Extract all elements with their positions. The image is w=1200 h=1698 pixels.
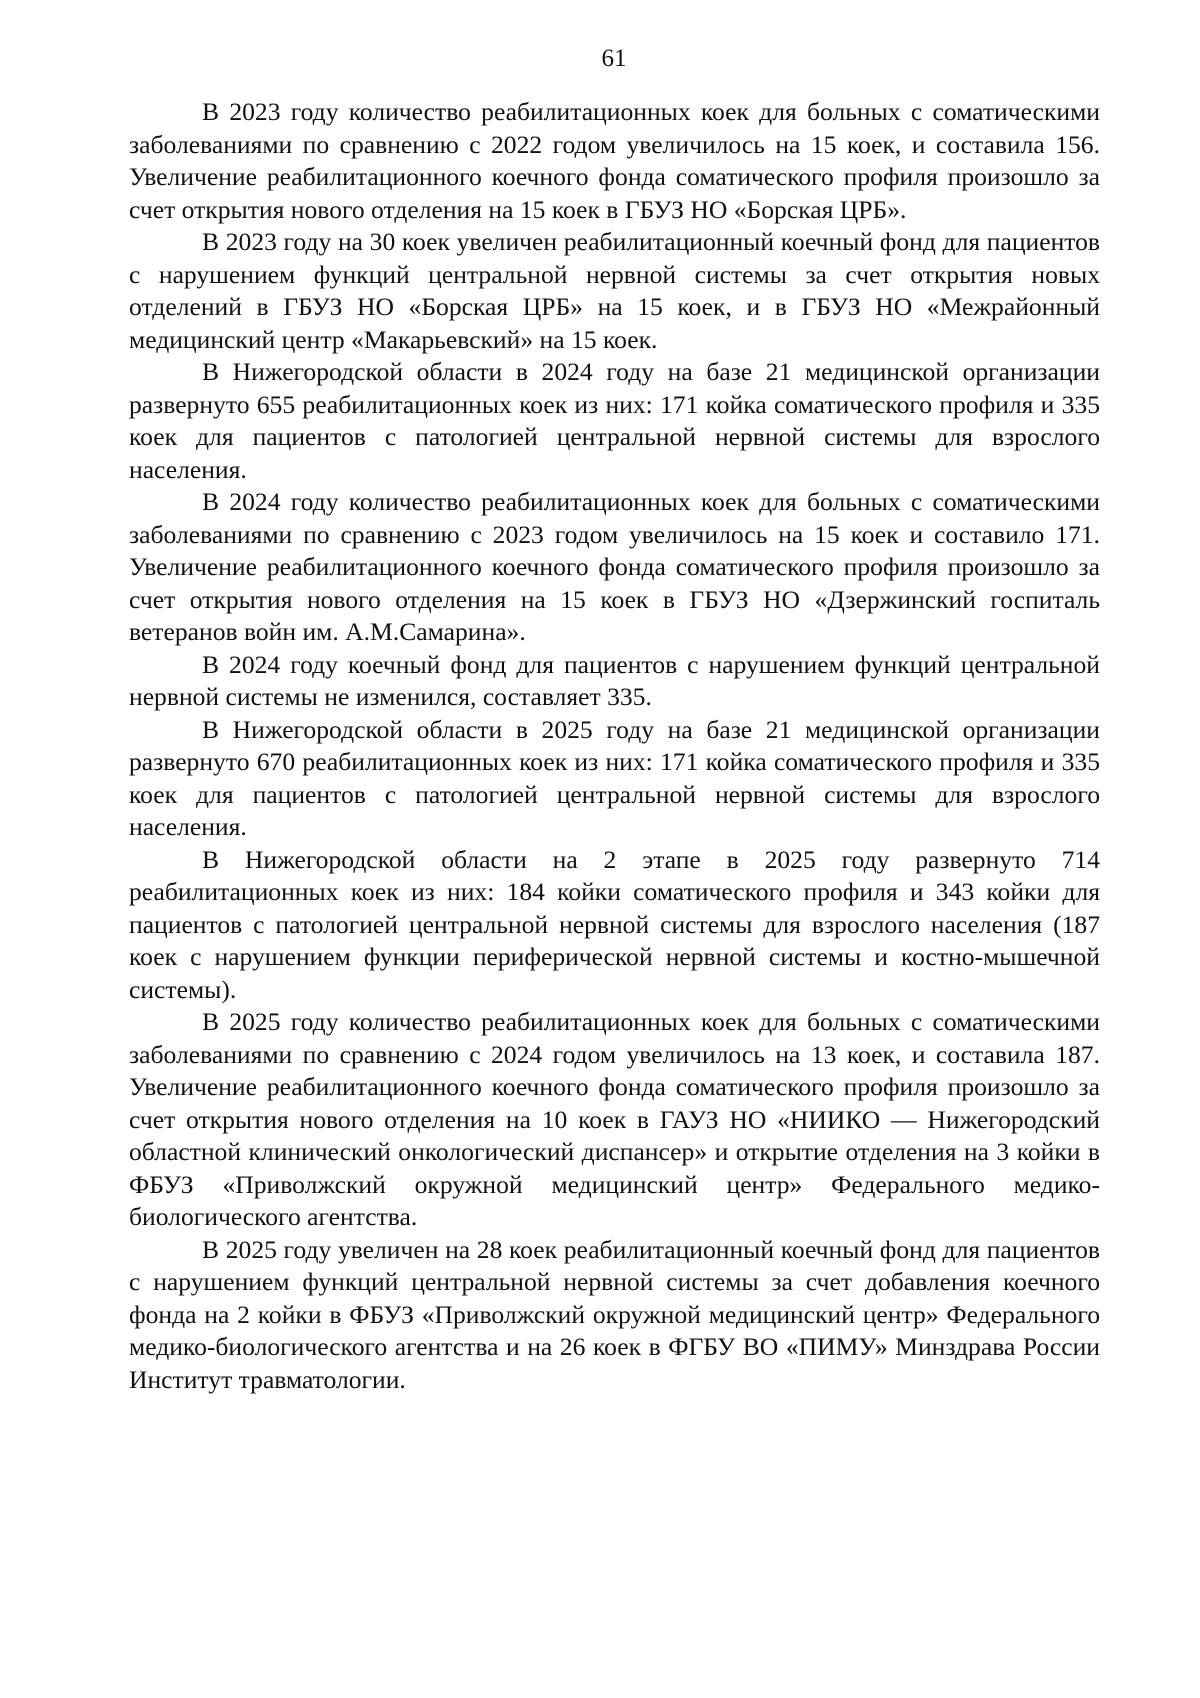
paragraph-region-beds-2025: В Нижегородской области в 2025 году на базе 21 медицинской организации развернуто 670 реабилитационных коек из них: 171 койка соматического профиля и 335 коек для пациентов с патологией центральной нервной системы для взрослого населения. — [129, 714, 1100, 841]
paragraph-stage2-beds-2025: В Нижегородской области на 2 этапе в 2025 году развернуто 714 реабилитационных коек из них: 184 койки соматического профиля и 343 койки для пациентов с патологией центральной нервной системы для взрослого населения (187 коек с нарушением функции периферической нервной системы и костно-мышечной системы). — [129, 844, 1100, 1004]
paragraph-somatic-beds-2025: В 2025 году количество реабилитационных коек для больных с соматическими заболеваниями по сравнению с 2024 годом увеличилось на 13 коек, и составила 187. Увеличение реабилитационного коечного фонда соматического профиля произошло за счет открытия нового отделения на 10 коек в ГАУЗ НО «НИИКО — Нижегородский областной клинический онкологический диспансер» и открытие отделения на 3 койки в ФБУЗ «Приволжский окружной медицинский центр» Федерального медико-биологического агентства. — [129, 1007, 1100, 1231]
paragraph-somatic-beds-2023: В 2023 году количество реабилитационных коек для больных с соматическими заболеваниями по сравнению с 2022 годом увеличилось на 15 коек, и составила 156. Увеличение реабилитационного коечного фонда соматического профиля произошло за счет открытия нового отделения на 15 коек в ГБУЗ НО «Борская ЦРБ». — [129, 97, 1100, 224]
document-body — [129, 96, 1100, 1396]
paragraph-region-beds-2024: В Нижегородской области в 2024 году на базе 21 медицинской организации развернуто 655 реабилитационных коек из них: 171 койка соматического профиля и 335 коек для пациентов с патологией центральной нервной системы для взрослого населения. — [129, 357, 1100, 484]
paragraph-cns-beds-2024: В 2024 году коечный фонд для пациентов с нарушением функций центральной нервной системы не изменился, составляет 335. — [129, 649, 1100, 711]
paragraph-cns-beds-2023: В 2023 году на 30 коек увеличен реабилитационный коечный фонд для пациентов с нарушением функций центральной нервной системы за счет открытия новых отделений в ГБУЗ НО «Борская ЦРБ» на 15 коек, и в ГБУЗ НО «Межрайонный медицинский центр «Макарьевский» на 15 коек. — [129, 227, 1100, 354]
paragraph-somatic-beds-2024: В 2024 году количество реабилитационных коек для больных с соматическими заболеваниями по сравнению с 2023 годом увеличилось на 15 коек и составило 171. Увеличение реабилитационного коечного фонда соматического профиля произошло за счет открытия нового отделения на 15 коек в ГБУЗ НО «Дзержинский госпиталь ветеранов войн им. А.М.Самарина». — [129, 487, 1100, 646]
page-number: 61 — [601, 45, 627, 72]
paragraph-cns-beds-2025: В 2025 году увеличен на 28 коек реабилитационный коечный фонд для пациентов с нарушением функций центральной нервной системы за счет добавления коечного фонда на 2 койки в ФБУЗ «Приволжский окружной медицинский центр» Федерального медико-биологического агентства и на 26 коек в ФГБУ ВО «ПИМУ» Минздрава России Институт травматологии. — [129, 1234, 1100, 1394]
